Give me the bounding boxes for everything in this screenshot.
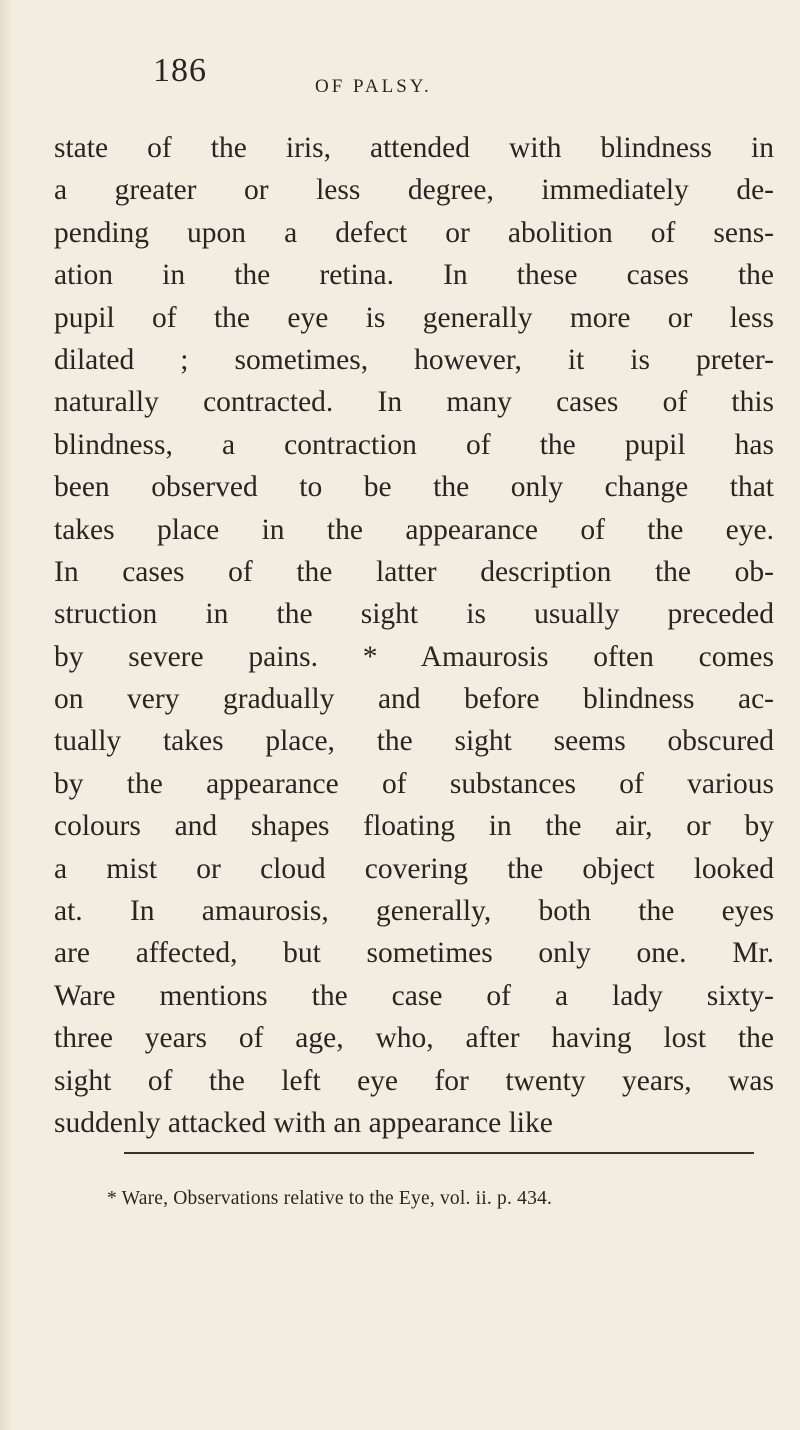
- text-line: takes place in the appearance of the eye.: [54, 513, 774, 546]
- page-edge-shadow: [0, 0, 14, 1430]
- body-text: [54, 127, 774, 1144]
- running-head: OF PALSY.: [315, 76, 432, 97]
- text-line: ation in the retina. In these cases the: [54, 259, 774, 292]
- text-line: three years of age, who, after having lost the: [54, 1022, 774, 1055]
- text-line: on very gradually and before blindness ac-: [54, 683, 774, 716]
- text-line: blindness, a contraction of the pupil has: [54, 428, 774, 461]
- text-line: a greater or less degree, immediately de-: [54, 174, 774, 207]
- text-line: suddenly attacked with an appearance like: [54, 1106, 553, 1139]
- text-line: state of the iris, attended with blindness in: [54, 132, 774, 164]
- text-line: at. In amaurosis, generally, both the eyes: [54, 895, 774, 928]
- text-line: pupil of the eye is generally more or less: [54, 301, 774, 334]
- text-line: are affected, but sometimes only one. Mr.: [54, 937, 774, 970]
- page-number: 186: [153, 52, 207, 89]
- text-line: In cases of the latter description the ob-: [54, 555, 774, 588]
- text-line: been observed to be the only change that: [54, 471, 774, 504]
- text-line: naturally contracted. In many cases of this: [54, 386, 774, 419]
- text-line: a mist or cloud covering the object looked: [54, 852, 774, 885]
- text-line: tually takes place, the sight seems obscured: [54, 725, 774, 758]
- text-line: by the appearance of substances of various: [54, 767, 774, 800]
- text-line: pending upon a defect or abolition of sens-: [54, 216, 774, 249]
- footnote: * Ware, Observations relative to the Eye, vol. ii. p. 434.: [107, 1188, 553, 1209]
- page-header: [153, 52, 753, 102]
- text-line: by severe pains. * Amaurosis often comes: [54, 640, 774, 673]
- text-line: colours and shapes floating in the air, or by: [54, 810, 774, 843]
- footnote-divider: [124, 1152, 754, 1154]
- text-line: dilated ; sometimes, however, it is preter-: [54, 343, 774, 376]
- text-line: Ware mentions the case of a lady sixty-: [54, 979, 774, 1012]
- text-line: sight of the left eye for twenty years, was: [54, 1064, 774, 1097]
- text-line: struction in the sight is usually preceded: [54, 598, 774, 631]
